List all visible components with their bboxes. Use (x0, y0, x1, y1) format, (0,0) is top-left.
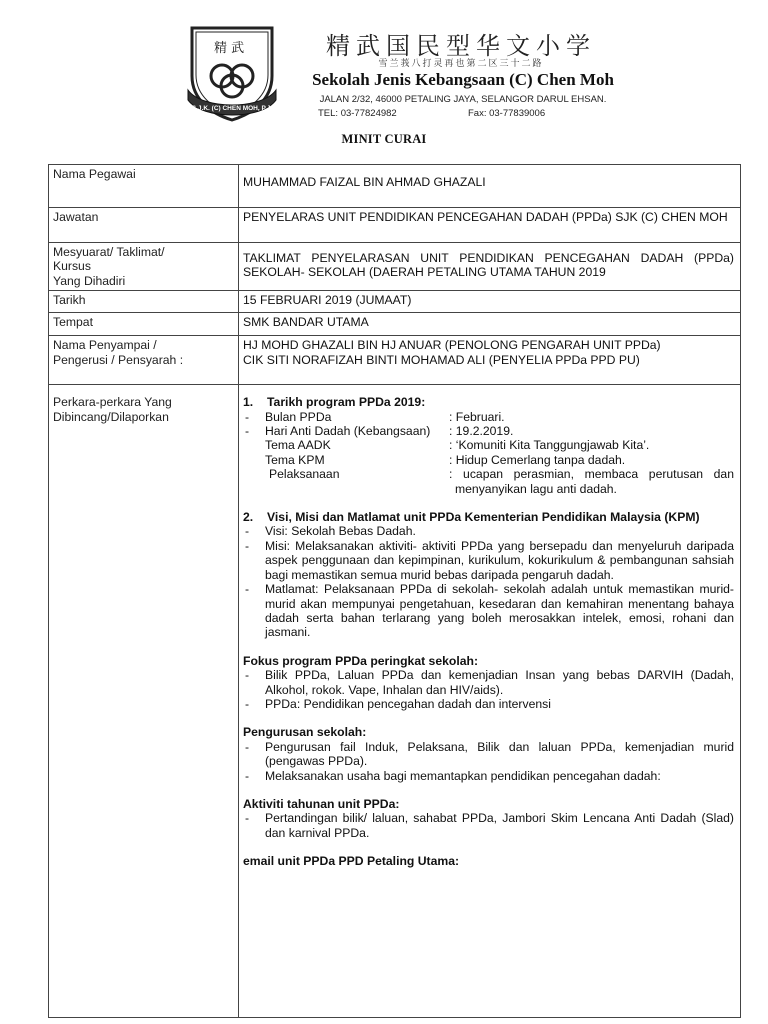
aktiviti-heading: Aktiviti tahunan unit PPDa: (243, 796, 400, 811)
letterhead (120, 0, 660, 124)
table-row (49, 336, 741, 385)
label-line: Perkara-perkara Yang (53, 395, 172, 410)
value-penyampai (239, 336, 741, 385)
table-row (49, 313, 741, 336)
label-line: Nama Penyampai / (53, 338, 157, 353)
item-key: Pelaksanaan (269, 467, 340, 482)
section-2-heading (243, 510, 734, 524)
list-item (243, 424, 734, 438)
item-key: - Hari Anti Dadah (Kebangsaan) (265, 424, 431, 439)
label-line: Yang Dihadiri (53, 273, 126, 288)
list-item: - Visi: Sekolah Bebas Dadah. (243, 524, 734, 538)
label-line: Pengerusi / Pensyarah : (53, 352, 184, 367)
label-line: Mesyuarat/ Taklimat/ (53, 245, 165, 259)
list-item: - Pengurusan fail Induk, Pelaksana, Bilik dan laluan PPDa, kemenjadian murid (pengawas PPDa). (243, 740, 734, 769)
label-penyampai (49, 336, 239, 385)
label-perkara (49, 385, 239, 1018)
table-row (49, 385, 741, 1018)
document-title: MINIT CURAI (341, 132, 427, 146)
label-jawatan: Jawatan (49, 208, 239, 243)
crest-ribbon-text: S.J.K. (C) CHEN MOH, P.J. (191, 105, 273, 112)
minutes-table (48, 164, 741, 1018)
value-jawatan: PENYELARAS UNIT PENDIDIKAN PENCEGAHAN DADAH (PPDa) SJK (C) CHEN MOH (239, 208, 741, 243)
item-value: : Februari. (449, 409, 505, 424)
school-crest-icon (184, 24, 280, 122)
pengurusan-heading: Pengurusan sekolah: (243, 725, 367, 740)
sub-item (243, 438, 734, 452)
table-row (49, 243, 741, 291)
list-item (243, 410, 734, 424)
label-line: Kursus (53, 259, 91, 274)
section-title: Visi, Misi dan Matlamat unit PPDa Kementerian Pendidikan Malaysia (KPM) (267, 510, 700, 525)
crest-char-left: 精 武 (214, 41, 245, 56)
table-row (49, 291, 741, 313)
aktiviti-list (243, 811, 734, 840)
value-tarikh: 15 FEBRUARI 2019 (JUMAAT) (239, 291, 741, 313)
school-address: JALAN 2/32, 46000 PETALING JAYA, SELANGOR DARUL EHSAN. (319, 94, 607, 105)
school-telephone: TEL: 03-77824982 (318, 108, 397, 119)
email-heading: email unit PPDa PPD Petaling Utama: (243, 854, 460, 869)
table-row (49, 165, 741, 208)
list-item: - Pertandingan bilik/ laluan, sahabat PPDa, Jambori Skim Lencana Anti Dadah (Slad) dan karnival PPDa. (243, 811, 734, 840)
speaker-line: CIK SITI NORAFIZAH BINTI MOHAMAD ALI (PENYELIA PPDa PPD PU) (243, 352, 640, 367)
list-item: - Bilik PPDa, Laluan PPDa dan kemenjadian Insan yang bebas DARVIH (Dadah, Alkohol, rokok. Vape, Inhalan dan HIV/aids). (243, 668, 734, 697)
item-key: Tema AADK (265, 438, 331, 453)
item-value: : ucapan perasmian, membaca perutusan dan menyanyikan lagu anti dadah. (449, 467, 734, 496)
fokus-list (243, 668, 734, 711)
pengurusan-list (243, 740, 734, 783)
list-item: - PPDa: Pendidikan pencegahan dadah dan intervensi (243, 697, 734, 711)
sub-item (243, 467, 734, 496)
item-key: - Bulan PPDa (265, 409, 332, 424)
value-nama-pegawai: MUHAMMAD FAIZAL BIN AHMAD GHAZALI (239, 165, 741, 208)
value-tempat: SMK BANDAR UTAMA (239, 313, 741, 336)
label-tarikh: Tarikh (49, 291, 239, 313)
label-mesyuarat (49, 243, 239, 291)
section-1-list (243, 410, 734, 439)
section-number: 2. (243, 510, 254, 525)
school-address-chinese: 雪兰莪八打灵再也第二区三十二路 (378, 59, 544, 69)
section-title: Tarikh program PPDa 2019: (267, 395, 426, 410)
school-fax: Fax: 03-77839006 (468, 108, 546, 119)
item-key: Tema KPM (265, 452, 325, 467)
value-perkara (239, 385, 741, 1018)
label-nama-pegawai: Nama Pegawai (49, 165, 239, 208)
value-mesyuarat: TAKLIMAT PENYELARASAN UNIT PENDIDIKAN PENCEGAHAN DADAH (PPDa) SEKOLAH- SEKOLAH (DAERAH PETALING UTAMA TAHUN 2019 (239, 243, 741, 291)
sub-item (243, 453, 734, 467)
item-value: : 19.2.2019. (449, 424, 514, 439)
fokus-heading: Fokus program PPDa peringkat sekolah: (243, 653, 479, 668)
item-value: : ‘Komuniti Kita Tanggungjawab Kita’. (449, 438, 650, 453)
school-name-chinese: 精武国民型华文小学 (326, 32, 596, 60)
list-item: - Misi: Melaksanakan aktiviti- aktiviti PPDa yang bersepadu dan menyeluruh daripada aspek penggunaan dan kepimpinan, kurikulum, kokurikulum & pembangunan sahsiah bagi memastikan semua murid bebas daripada pengaruh dadah. (243, 539, 734, 582)
section-2-list (243, 524, 734, 639)
list-item: - Melaksanakan usaha bagi memantapkan pendidikan pencegahan dadah: (243, 769, 734, 783)
table-row (49, 208, 741, 243)
list-item: - Matlamat: Pelaksanaan PPDa di sekolah- sekolah adalah untuk memastikan murid- murid akan mempunyai pengetahuan, kesedaran dan kemahiran menentang bahaya dadah serta bahan terlarang yang boleh merosakkan intelek, emosi, rohani dan jasmani. (243, 582, 734, 640)
item-value: : Hidup Cemerlang tanpa dadah. (449, 452, 626, 467)
school-name: Sekolah Jenis Kebangsaan (C) Chen Moh (312, 70, 614, 89)
section-1-heading (243, 395, 734, 409)
label-tempat: Tempat (49, 313, 239, 336)
label-line: Dibincang/Dilaporkan (53, 409, 169, 424)
section-number: 1. (243, 395, 254, 410)
speaker-line: HJ MOHD GHAZALI BIN HJ ANUAR (PENOLONG PENGARAH UNIT PPDa) (243, 338, 661, 353)
